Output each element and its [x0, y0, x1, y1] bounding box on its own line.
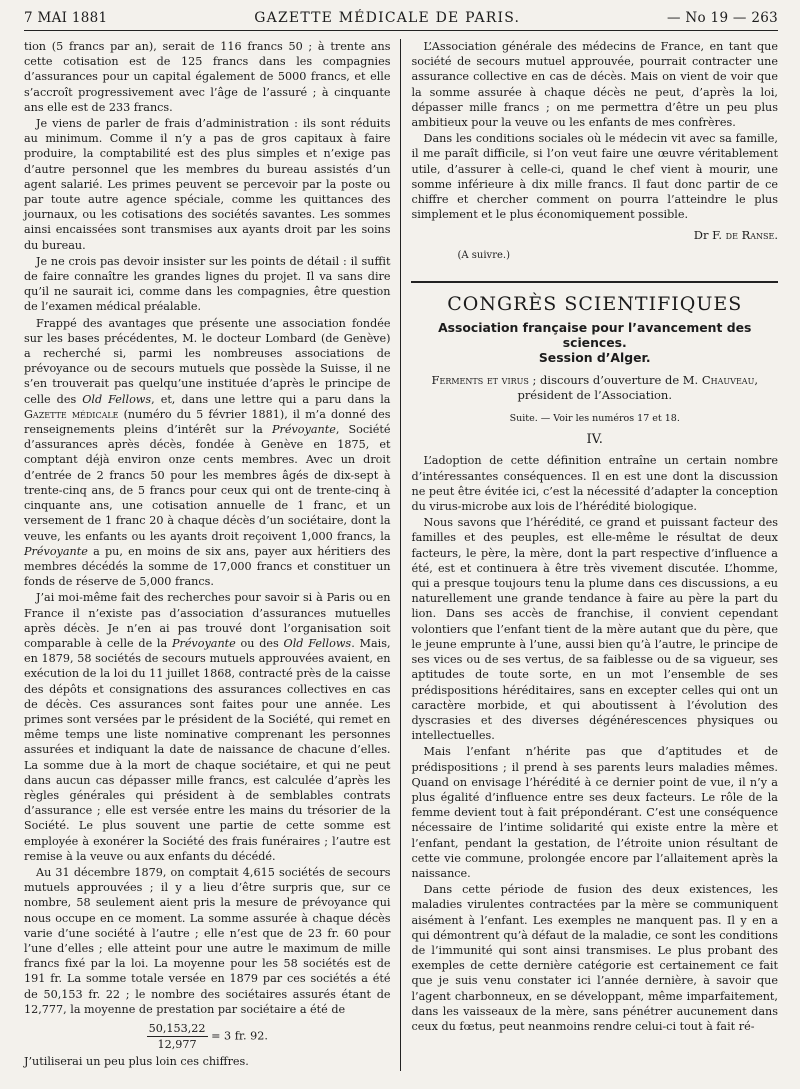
subtitle-line: Association française pour l’avancement des sciences.	[438, 320, 752, 351]
paragraph: Dans les conditions sociales où le médecin vit avec sa famille, il me paraît difficile, si l’on veut faire une œuvre véritablement utile, d’assurer à celle-ci, quand le chef vient à mourir, une somme inférieure à dix mille francs. Il faut donc partir de ce chiffre et chercher comment on pourra l’atteindre le plus simplement et le plus économiquement possible.	[411, 132, 778, 222]
paragraph	[24, 590, 391, 864]
left-column	[24, 39, 400, 1071]
text-run: ,	[754, 373, 758, 388]
fraction-denominator: 12,977	[157, 1038, 197, 1052]
article-heading	[411, 373, 778, 403]
header-date: 7 MAI 1881	[24, 10, 108, 26]
text-run: Frappé des avantages que présente une association fondée sur les bases précédentes, M. le docteur Lombard (de Genève) a recherché si, parmi les nombreuses associations de prévoyance ou de secours mutuels que possède la Suisse, il ne s’en trouverait pas quelqu’une instituée d’après le principe de celle des	[24, 316, 391, 406]
continuation-note: Suite. — Voir les numéros 17 et 18.	[509, 413, 680, 425]
text-run: . Mais, en 1879, 58 sociétés de secours mutuels approuvées avaient, en exécution de la loi du 11 juillet 1868, contracté près de la caisse des dépôts et consignations des assurances collectives en cas de décès. Ces assurances sont faites pour une année. Les primes sont versées par le président de la Société, qui remet en même temps une liste nominative comprenant les personnes assurées et indiquant la date de naissance de chacune d’elles. La somme due à la mort de chaque sociétaire, et qui ne peut dans aucun cas dépasser mille francs, est calculée d’après les règles générales qui président à de semblables contrats d’assurance ; elle est versée entre les mains du trésorier de la Société. Le plus souvent une partie de cette somme est employée à exonérer la Société des frais funéraires ; l’autre est remise à la veuve ou aux enfants du décédé.	[24, 636, 391, 863]
heading-line: président de l’Association.	[517, 388, 672, 403]
page-header	[24, 10, 778, 31]
paragraph: Dans cette période de fusion des deux existences, les maladies virulentes contractées par la mère se communiquent aisément à l’enfant. Les exemples ne manquent pas. Il y en a qui démontrent qu’à défaut de la maladie, ce sont les conditions de l’immunité qui sont ainsi transmises. Le plus probant des exemples de cette dernière catégorie est certainement ce fait que je suis venu constater ici l’année dernière, à savoir que l’agent charbonneux, en se développant, même imparfaitement, dans les vaisseaux de la mère, sans pénétrer aucunement dans ceux du fœtus, peut neanmoins rendre celui-ci tout à fait ré-	[411, 883, 778, 1033]
header-title: GAZETTE MÉDICALE DE PARIS.	[254, 10, 521, 26]
to-be-continued: (A suivre.)	[457, 249, 510, 261]
fraction-numerator: 50,153,22	[147, 1021, 208, 1037]
italic-run: Prévoyante	[171, 636, 236, 650]
right-column	[400, 39, 778, 1071]
smallcaps-run: Gazette médicale	[24, 407, 119, 421]
text-run: a pu, en moins de six ans, payer aux héritiers des membres décédés la somme de 17,000 francs et constituer un fonds de réserve de 5,000 francs.	[24, 544, 391, 589]
paragraph: L’Association générale des médecins de France, en tant que société de secours mutuel approuvée, pourrait contracter une assurance collective en cas de décès. Mais on vient de voir que la somme assurée à chaque décès ne peut, d’après la loi, dépasser mille francs ; on me permettra d’être un peu plus ambitieux pour la veuve ou les enfants de mes confrères.	[411, 40, 778, 130]
italic-run: Old Fellows	[82, 392, 152, 406]
fraction	[147, 1021, 208, 1052]
smallcaps-run: Chauveau	[701, 373, 755, 388]
paragraph: Je ne crois pas devoir insister sur les points de détail : il suffit de faire connaître les grandes lignes du projet. Il va sans dire qu’il ne saurait ici, comme dans les compagnies, être question de l’examen médical préalable.	[24, 254, 391, 314]
text-run: J’ai moi-même fait des recherches pour savoir si à Paris ou en France il n’existe pas d’association d’assurances mutuelles après décès. Je n’en ai pas trouvé dont l’organisation soit comparable à celle de la	[24, 591, 391, 650]
signature-name: de Ranse.	[725, 228, 778, 243]
text-run: (numéro du 5 février 1881), il m’a donné des renseignements pleins d’intérêt sur la	[24, 407, 391, 437]
section-separator	[411, 281, 778, 283]
text-run: , et, dans une lettre qui a paru dans la	[151, 392, 391, 406]
text-run: , Société d’assurances après décès, fondée à Genève en 1875, et comptant déjà environ onze cents membres. Avec un droit d’entrée de 2 francs 50 pour les membres âgés de dix-sept à trente-cinq ans, de 5 francs pour ceux qui ont de trente-cinq à cinquante ans, une cotisation annuelle de 1 franc, et un versement de 1 franc 20 à chaque décès d’un sociétaire, dont la veuve, les enfants ou les ayants droit reçoivent 1,000 francs, la	[24, 423, 391, 543]
columns	[24, 39, 778, 1071]
heading-line	[411, 373, 778, 388]
italic-run: Prévoyante	[271, 423, 336, 437]
section-number: IV.	[586, 432, 603, 448]
paragraph: Au 31 décembre 1879, on comptait 4,615 sociétés de secours mutuels approuvées ; il y a lieu d’être surpris que, sur ce nombre, 58 seulement aient pris la mesure de prévoyance qui nous occupe en ce moment. La somme assurée à chaque décès varie d’une société à l’autre ; elle n’est que de 23 fr. 60 pour l’une d’elles ; elle atteint pour une autre le maximum de mille francs fixé par la loi. La moyenne pour les 58 sociétés est de 191 fr. La somme totale versée en 1879 par ces sociétés a été de 50,153 fr. 22 ; le nombre des sociétaires assurés étant de 12,777, la moyenne de prestation par sociétaire a été de	[24, 865, 391, 1016]
smallcaps-run: Ferments et virus	[431, 373, 529, 388]
signature	[411, 228, 778, 243]
text-run: ou des	[235, 636, 284, 650]
italic-run: Prévoyante	[24, 544, 88, 558]
italic-run: Old Fellows	[283, 636, 352, 650]
paragraph	[24, 316, 391, 590]
section-subtitle	[411, 320, 778, 365]
paragraph: Je viens de parler de frais d’administration : ils sont réduits au minimum. Comme il n’y a pas de gros capitaux à faire produire, la comptabilité est des plus simples et n’exige pas d’autre personnel que les membres du bureau assistés d’un agent salarié. Les primes peuvent se percevoir par la poste ou par toute autre agence spéciale, comme les quittances des journaux, ou les cotisations des sociétés savantes. Les sommes ainsi encaissées sont transmises aux ayants droit par les soins du bureau.	[24, 117, 391, 252]
paragraph: Nous savons que l’hérédité, ce grand et puissant facteur des familles et des peuples, est elle-même le résultat de deux facteurs, le père, la mère, dont la part respective d’influence a été, est et continuera à être très vivement discutée. L’homme, qui a presque toujours tenu la plume dans ces discussions, a eu naturellement une grande tendance à faire au père la part du lion. Dans ses accès de franchise, il convient cependant volontiers que l’enfant tient de la mère autant que du père, que le jeune emprunte à l’une, aussi bien qu’à l’autre, le principe de ses vices ou de ses vertus, de sa faiblesse ou de sa vigueur, ses aptitudes de toute sorte, en un mot l’ensemble de ses prédispositions héréditaires, sans en excepter celles qui ont un caractère morbide, et qui aboutissent à l’évolution des dyscrasies et des diverses dégénérescences physiques ou intellectuelles.	[411, 516, 778, 743]
paragraph: L’adoption de cette définition entraîne un certain nombre d’intéressantes conséquences. Il en est une dont la discussion ne peut être évitée ici, c’est la nécessité d’adapter la conception du virus-microbe aux lois de l’hérédité biologique.	[411, 454, 778, 514]
section-title: CONGRÈS SCIENTIFIQUES	[447, 292, 743, 315]
fraction-result: = 3 fr. 92.	[211, 1029, 268, 1043]
subtitle-line: Session d’Alger.	[538, 350, 651, 366]
signature-prefix: Dr F.	[693, 228, 726, 243]
text-run: ; discours d’ouverture de M.	[528, 373, 702, 388]
paragraph: J’utiliserai un peu plus loin ces chiffres.	[24, 1055, 249, 1069]
paragraph: Mais l’enfant n’hérite pas que d’aptitudes et de prédispositions ; il prend à ses parents leurs maladies mêmes. Quand on envisage l’hérédité à ce dernier point de vue, il n’y a plus égalité d’influence entre ses deux facteurs. Le rôle de la femme devient tout à fait prépondérant. C’est une conséquence nécessaire de l’intime solidarité qui existe entre la mère et l’enfant, pendant la gestation, de l’étroite union résultant de cette vie commune, prolongée encore par l’allaitement après la naissance.	[411, 745, 778, 880]
fraction-formula	[24, 1021, 391, 1052]
paragraph: tion (5 francs par an), serait de 116 francs 50 ; à trente ans cette cotisation est de 125 francs dans les compagnies d’assurances pour un capital également de 5000 francs, et elle s’accroît progressivement avec l’âge de l’assuré ; à cinquante ans elle est de 233 francs.	[24, 40, 391, 114]
header-issue: — No 19 — 263	[667, 10, 778, 26]
